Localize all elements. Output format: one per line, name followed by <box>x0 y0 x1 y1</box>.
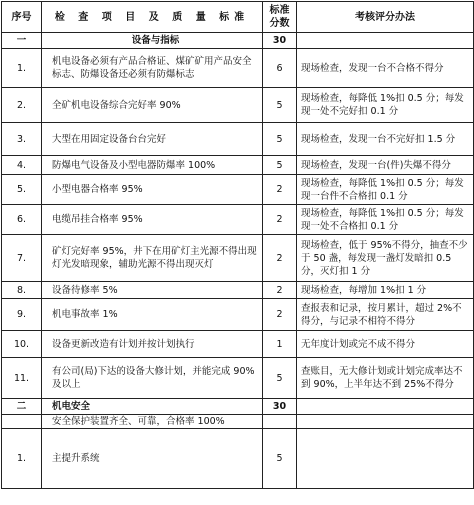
row-method: 现场检查，发现一台不完好扣 1.5 分 <box>297 123 474 156</box>
row-method: 查报表和记录，按月累计，超过 2%不得分，与记录不相符不得分 <box>297 299 474 331</box>
row-item: 设备待修率 5% <box>42 282 263 299</box>
row-method: 现场检查，发现一台(件)失爆不得分 <box>297 156 474 175</box>
row-score: 5 <box>263 358 297 399</box>
row-score: 6 <box>263 49 297 88</box>
row-method: 现场检查，发现一台不合格不得分 <box>297 49 474 88</box>
row-score: 1 <box>263 331 297 358</box>
subheader-item: 安全保护装置齐全、可靠，合格率 100% <box>42 415 263 429</box>
table-row <box>2 282 474 299</box>
row-score: 2 <box>263 235 297 282</box>
section-row-safety <box>2 399 474 415</box>
header-item: 检 查 项 目 及 质 量 标准 <box>42 2 263 33</box>
row-no: 10. <box>2 331 42 358</box>
header-row <box>2 2 474 33</box>
row-item: 主提升系统 <box>42 429 263 489</box>
section-title: 机电安全 <box>42 399 263 415</box>
row-no: 1. <box>2 49 42 88</box>
row-score: 5 <box>263 123 297 156</box>
table-row <box>2 49 474 88</box>
section-no: 二 <box>2 399 42 415</box>
evaluation-table <box>1 1 474 489</box>
row-no: 6. <box>2 205 42 235</box>
row-no: 11. <box>2 358 42 399</box>
section-score: 30 <box>263 399 297 415</box>
header-no: 序号 <box>2 2 42 33</box>
header-method: 考核评分办法 <box>297 2 474 33</box>
row-item: 机电事故率 1% <box>42 299 263 331</box>
row-no: 4. <box>2 156 42 175</box>
row-method: 无年度计划或完不成不得分 <box>297 331 474 358</box>
row-item: 有公司(局)下达的设备大修计划，并能完成 90%及以上 <box>42 358 263 399</box>
table-row <box>2 175 474 205</box>
row-method: 现场检查，每降低 1%扣 0.5 分；每发现一处不完好扣 0.1 分 <box>297 88 474 123</box>
header-score: 标准分数 <box>263 2 297 33</box>
row-no: 1. <box>2 429 42 489</box>
row-item: 全矿机电设备综合完好率 90% <box>42 88 263 123</box>
row-item: 防爆电气设备及小型电器防爆率 100% <box>42 156 263 175</box>
table-row <box>2 235 474 282</box>
table-row <box>2 123 474 156</box>
subheader-method <box>297 415 474 429</box>
row-score: 2 <box>263 299 297 331</box>
row-method <box>297 429 474 489</box>
section-method <box>297 399 474 415</box>
row-no: 5. <box>2 175 42 205</box>
section-title: 设备与指标 <box>42 33 263 49</box>
row-no: 9. <box>2 299 42 331</box>
row-no: 3. <box>2 123 42 156</box>
row-method: 现场检查，低于 95%不得分，抽查不少于 50 盏，每发现一盏灯发暗扣 0.5 分，灭灯扣 1 分 <box>297 235 474 282</box>
row-score: 5 <box>263 156 297 175</box>
subheader-no <box>2 415 42 429</box>
row-score: 2 <box>263 205 297 235</box>
row-method: 查账目，无大修计划或计划完成率达不到 90%，上半年达不到 25%不得分 <box>297 358 474 399</box>
table-row <box>2 331 474 358</box>
row-method: 现场检查，每降低 1%扣 0.5 分；每发现一处不合格扣 0.1 分 <box>297 205 474 235</box>
table-row <box>2 299 474 331</box>
row-score: 5 <box>263 88 297 123</box>
table-row <box>2 88 474 123</box>
section-score: 30 <box>263 33 297 49</box>
row-no: 8. <box>2 282 42 299</box>
subheader-row <box>2 415 474 429</box>
table-row <box>2 429 474 489</box>
row-score: 2 <box>263 175 297 205</box>
row-item: 电缆吊挂合格率 95% <box>42 205 263 235</box>
row-method: 现场检查，每降低 1%扣 0.5 分；每发现一台件不合格扣 0.1 分 <box>297 175 474 205</box>
row-item: 大型在用固定设备台台完好 <box>42 123 263 156</box>
section-method <box>297 33 474 49</box>
row-item: 矿灯完好率 95%，井下在用矿灯主光源不得出现灯光发暗现象，辅助光源不得出现灭灯 <box>42 235 263 282</box>
subheader-score <box>263 415 297 429</box>
table-row <box>2 358 474 399</box>
row-no: 2. <box>2 88 42 123</box>
section-row-equipment <box>2 33 474 49</box>
row-method: 现场检查，每增加 1%扣 1 分 <box>297 282 474 299</box>
row-no: 7. <box>2 235 42 282</box>
row-score: 2 <box>263 282 297 299</box>
row-item: 设备更新改造有计划并按计划执行 <box>42 331 263 358</box>
row-score: 5 <box>263 429 297 489</box>
table-row <box>2 156 474 175</box>
section-no: 一 <box>2 33 42 49</box>
table-row <box>2 205 474 235</box>
row-item: 机电设备必须有产品合格证、煤矿矿用产品安全标志、防爆设备还必须有防爆标志 <box>42 49 263 88</box>
row-item: 小型电器合格率 95% <box>42 175 263 205</box>
